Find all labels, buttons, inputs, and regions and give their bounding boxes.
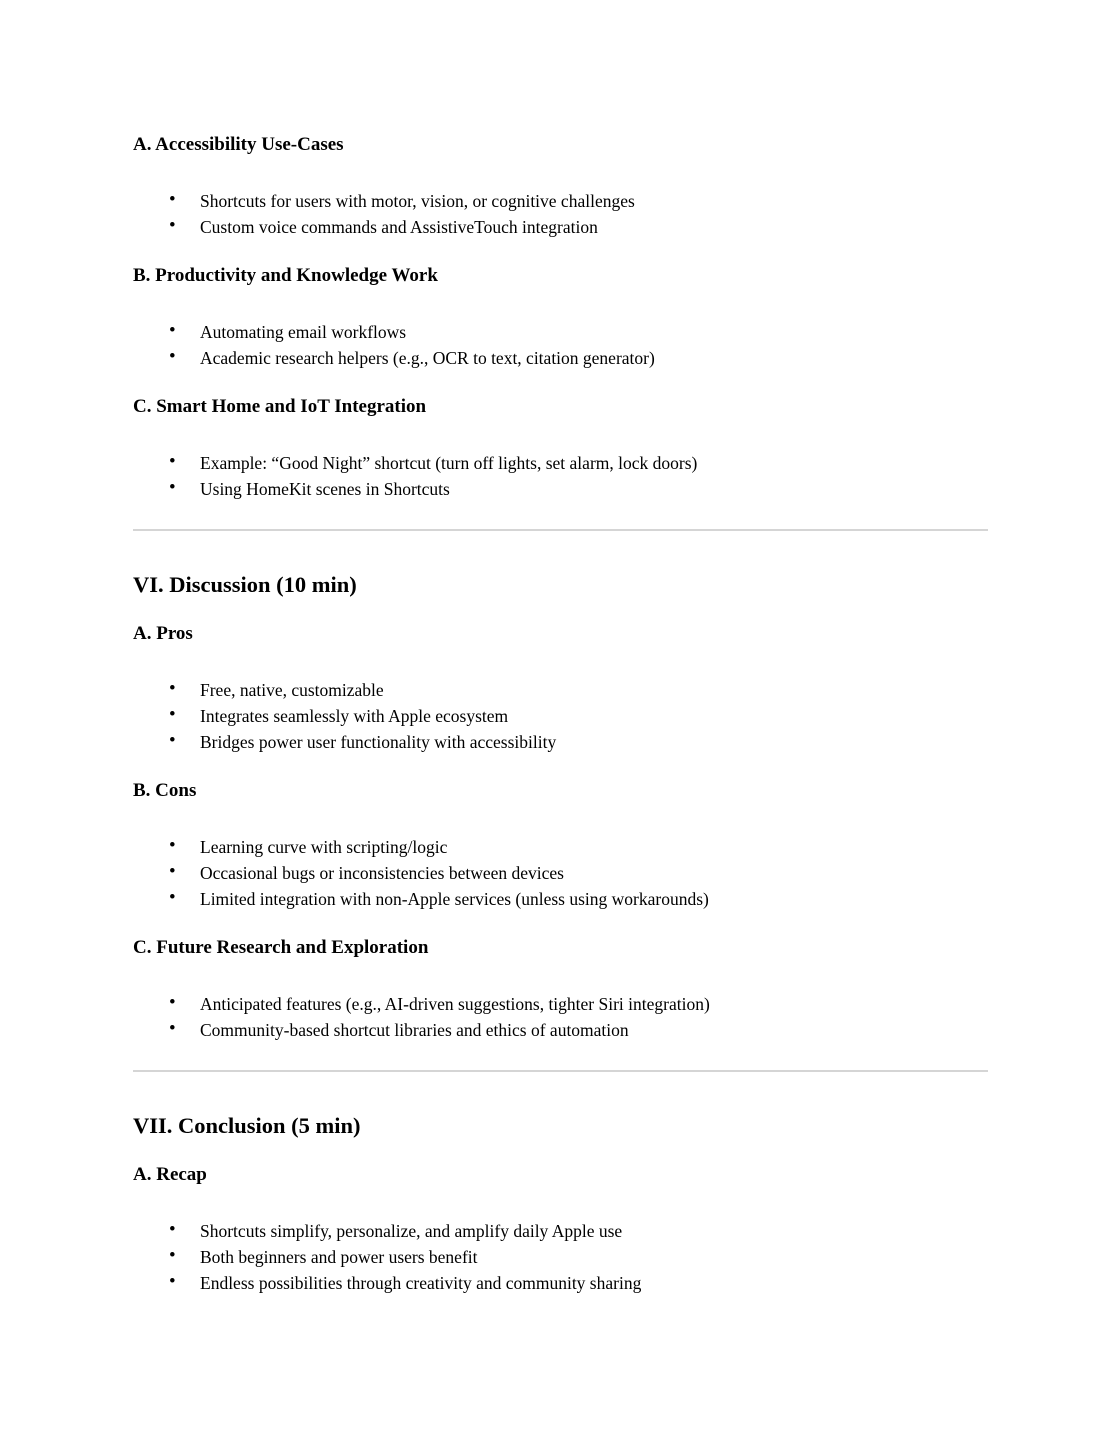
list-item xyxy=(169,1270,988,1296)
list-item-text: Custom voice commands and AssistiveTouch integration xyxy=(200,217,598,237)
bullet-icon: • xyxy=(169,346,176,367)
bullet-list xyxy=(133,450,988,502)
list-item xyxy=(169,703,988,729)
bullet-icon: • xyxy=(169,189,176,210)
list-item-text: Using HomeKit scenes in Shortcuts xyxy=(200,479,450,499)
subsection-heading: B. Productivity and Knowledge Work xyxy=(133,265,438,286)
section-heading: VI. Discussion (10 min) xyxy=(133,572,357,597)
list-item xyxy=(169,1218,988,1244)
bullet-icon: • xyxy=(169,861,176,882)
list-item-text: Both beginners and power users benefit xyxy=(200,1247,478,1267)
list-item-text: Automating email workflows xyxy=(200,322,407,342)
list-item xyxy=(169,886,988,912)
bullet-icon: • xyxy=(169,887,176,908)
list-item xyxy=(169,1244,988,1270)
list-item-text: Shortcuts simplify, personalize, and amplify daily Apple use xyxy=(200,1221,623,1241)
list-item xyxy=(169,345,988,371)
bullet-list xyxy=(133,834,988,912)
section-divider xyxy=(133,529,988,531)
bullet-list xyxy=(133,188,988,240)
subsection-heading: A. Pros xyxy=(133,623,193,644)
bullet-list xyxy=(133,319,988,371)
list-item xyxy=(169,188,988,214)
bullet-list xyxy=(133,991,988,1043)
list-item xyxy=(169,319,988,345)
bullet-icon: • xyxy=(169,215,176,236)
list-item xyxy=(169,834,988,860)
bullet-list xyxy=(133,1218,988,1296)
bullet-icon: • xyxy=(169,730,176,751)
bullet-icon: • xyxy=(169,835,176,856)
list-item xyxy=(169,677,988,703)
bullet-icon: • xyxy=(169,1271,176,1292)
list-item-text: Limited integration with non-Apple services (unless using workarounds) xyxy=(200,889,709,909)
list-item xyxy=(169,1017,988,1043)
list-item xyxy=(169,450,988,476)
bullet-icon: • xyxy=(169,678,176,699)
list-item-text: Community-based shortcut libraries and ethics of automation xyxy=(200,1020,629,1040)
document-body xyxy=(133,133,988,1296)
bullet-icon: • xyxy=(169,704,176,725)
bullet-icon: • xyxy=(169,1018,176,1039)
bullet-icon: • xyxy=(169,992,176,1013)
bullet-list xyxy=(133,677,988,755)
bullet-icon: • xyxy=(169,320,176,341)
list-item-text: Anticipated features (e.g., AI-driven suggestions, tighter Siri integration) xyxy=(200,994,710,1014)
list-item xyxy=(169,729,988,755)
list-item-text: Endless possibilities through creativity and community sharing xyxy=(200,1273,642,1293)
section-divider xyxy=(133,1070,988,1072)
list-item-text: Bridges power user functionality with accessibility xyxy=(200,732,557,752)
section-heading: VII. Conclusion (5 min) xyxy=(133,1113,361,1138)
list-item-text: Example: “Good Night” shortcut (turn off lights, set alarm, lock doors) xyxy=(200,453,698,473)
subsection-heading: C. Smart Home and IoT Integration xyxy=(133,396,427,417)
list-item-text: Free, native, customizable xyxy=(200,680,384,700)
list-item-text: Academic research helpers (e.g., OCR to text, citation generator) xyxy=(200,348,655,368)
list-item-text: Occasional bugs or inconsistencies between devices xyxy=(200,863,564,883)
list-item-text: Integrates seamlessly with Apple ecosystem xyxy=(200,706,509,726)
list-item xyxy=(169,214,988,240)
list-item-text: Shortcuts for users with motor, vision, or cognitive challenges xyxy=(200,191,635,211)
subsection-heading: A. Recap xyxy=(133,1164,207,1185)
list-item xyxy=(169,991,988,1017)
list-item xyxy=(169,860,988,886)
subsection-heading: C. Future Research and Exploration xyxy=(133,937,429,958)
list-item xyxy=(169,476,988,502)
bullet-icon: • xyxy=(169,1219,176,1240)
subsection-heading: B. Cons xyxy=(133,780,197,801)
list-item-text: Learning curve with scripting/logic xyxy=(200,837,448,857)
bullet-icon: • xyxy=(169,477,176,498)
bullet-icon: • xyxy=(169,1245,176,1266)
bullet-icon: • xyxy=(169,451,176,472)
subsection-heading: A. Accessibility Use-Cases xyxy=(133,134,344,155)
